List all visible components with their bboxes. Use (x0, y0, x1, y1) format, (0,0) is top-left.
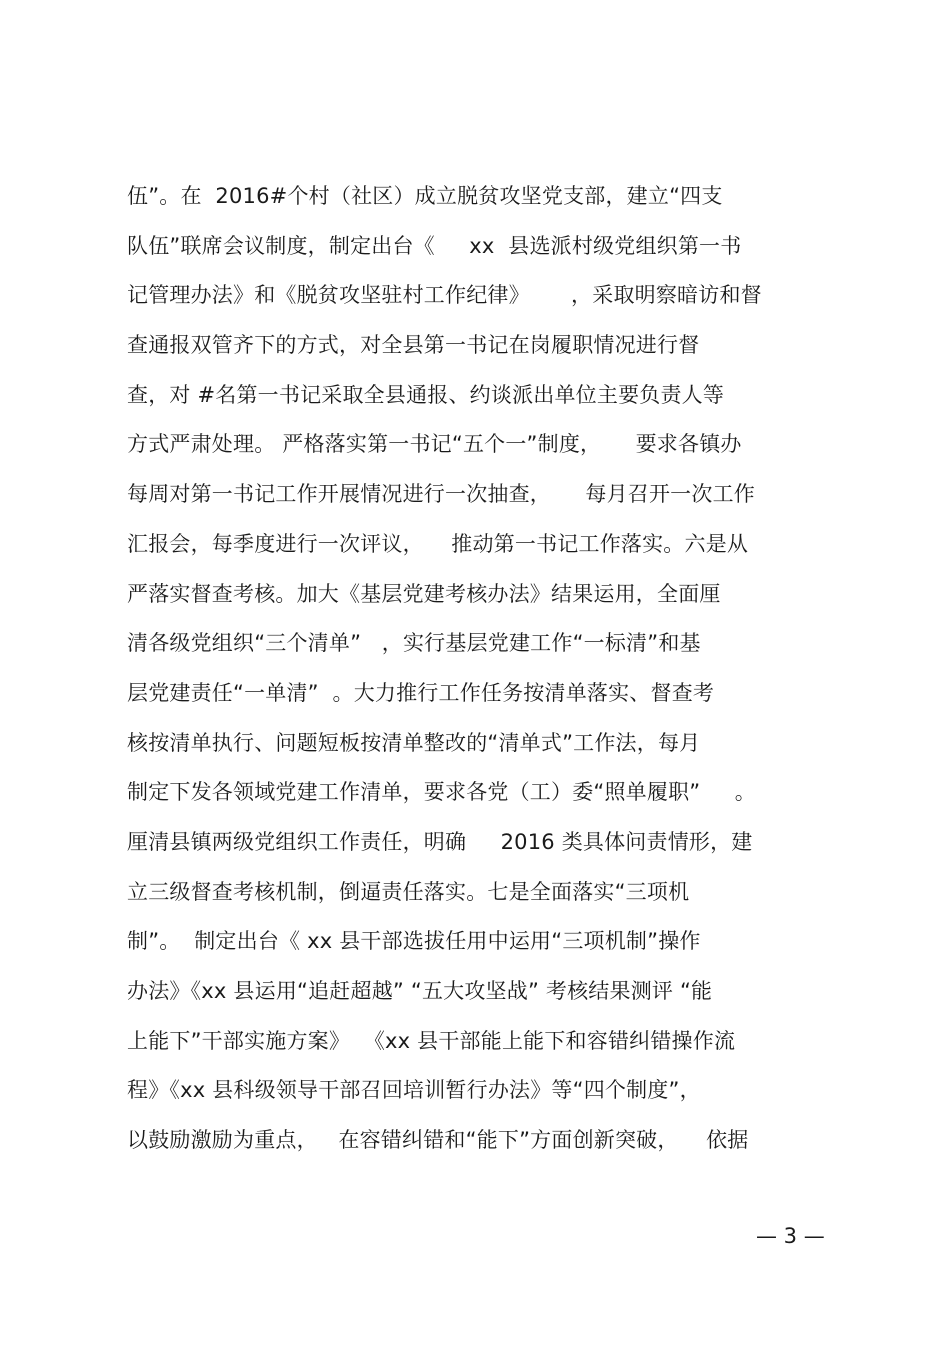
text-line: 伍”。在 2016#个村（社区）成立脱贫攻坚党支部，建立“四支 (127, 184, 723, 208)
text-line: 办法》《xx 县运用“追赶超越” “五大攻坚战” 考核结果测评 “能 (127, 979, 713, 1003)
text-line: 队伍”联席会议制度，制定出台《 xx 县选派村级党组织第一书 (127, 233, 742, 258)
text-line: 制定下发各领域党建工作清单，要求各党（工）委“照单履职” 。 (127, 780, 756, 805)
text-line: 记管理办法》和《脱贫攻坚驻村工作纪律》 ，采取明察暗访和督 (127, 283, 762, 308)
text-line: 核按清单执行、问题短板按清单整改的“清单式”工作法，每月 (127, 730, 701, 755)
text-line: 程》《xx 县科级领导干部召回培训暂行办法》等“四个制度”， (127, 1078, 701, 1103)
text-line: 立三级督查考核机制，倒逼责任落实。七是全面落实“三项机 (127, 879, 690, 904)
text-line: 以鼓励激励为重点， 在容错纠错和“能下”方面创新突破， 依据 (127, 1128, 749, 1153)
text-line: 查，对 #名第一书记采取全县通报、约谈派出单位主要负责人等 (127, 382, 725, 407)
text-line: 清各级党组织“三个清单” ，实行基层党建工作“一标清”和基 (127, 631, 701, 656)
text-line: 上能下”干部实施方案》 《xx 县干部能上能下和容错纠错操作流 (127, 1028, 736, 1053)
text-line: 厘清县镇两级党组织工作责任，明确 2016 类具体问责情形，建 (127, 829, 753, 854)
text-line: 制”。 制定出台《 xx 县干部选拔任用中运用“三项机制”操作 (127, 929, 701, 954)
text-line: 汇报会，每季度进行一次评议， 推动第一书记工作落实。六是从 (127, 531, 749, 556)
text-line: 层党建责任“一单清” 。大力推行工作任务按清单落实、督查考 (127, 680, 715, 705)
text-line: 每周对第一书记工作开展情况进行一次抽查， 每月召开一次工作 (127, 482, 755, 507)
body-text (127, 178, 847, 1172)
page-number: — 3 — (756, 1224, 825, 1248)
text-line: 方式严肃处理。 严格落实第一书记“五个一”制度， 要求各镇办 (127, 432, 742, 457)
text-line: 查通报双管齐下的方式，对全县第一书记在岗履职情况进行督 (127, 333, 700, 358)
text-line: 严落实督查考核。加大《基层党建考核办法》结果运用，全面厘 (127, 581, 721, 606)
